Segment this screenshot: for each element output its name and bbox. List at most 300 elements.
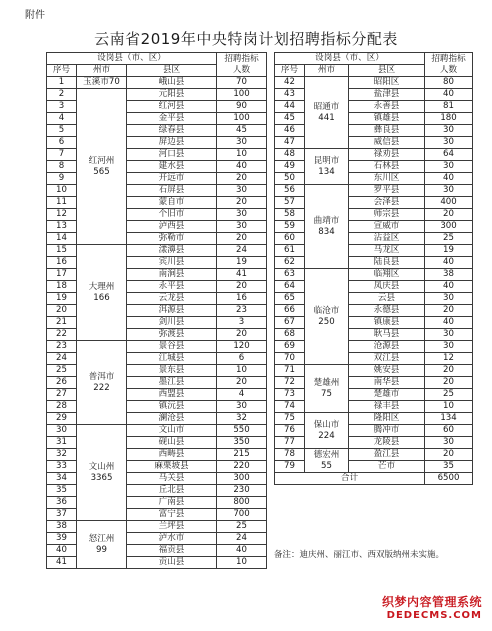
row-index: 7 [47, 149, 77, 161]
city-cell [77, 77, 127, 89]
county-name: 麻栗坡县 [127, 461, 217, 473]
row-index: 59 [275, 221, 305, 233]
city-cell [305, 269, 349, 365]
city-name: 昆明市 [313, 155, 340, 166]
county-name: 丘北县 [127, 485, 217, 497]
row-index: 32 [47, 449, 77, 461]
quota-value: 30 [217, 221, 267, 233]
quota-value: 134 [425, 413, 473, 425]
row-index: 37 [47, 509, 77, 521]
quota-value: 700 [217, 509, 267, 521]
quota-value: 30 [425, 137, 473, 149]
table-row [275, 365, 473, 377]
row-index: 62 [275, 257, 305, 269]
county-name: 罗平县 [349, 185, 425, 197]
header-quota-line2: 人数 [439, 64, 458, 75]
county-name: 贡山县 [127, 557, 217, 569]
county-name: 云县 [349, 293, 425, 305]
county-name: 永平县 [127, 281, 217, 293]
city-name: 大理州 [88, 281, 115, 292]
quota-value: 41 [217, 269, 267, 281]
county-name: 芒市 [349, 461, 425, 473]
table-row [275, 101, 473, 113]
quota-value: 20 [217, 377, 267, 389]
table-row [275, 401, 473, 413]
header-quota-line2: 人数 [232, 64, 251, 75]
quota-value: 800 [217, 497, 267, 509]
quota-value: 30 [425, 161, 473, 173]
quota-value: 38 [425, 269, 473, 281]
county-name: 墨江县 [127, 377, 217, 389]
quota-value: 10 [217, 557, 267, 569]
table-row [47, 77, 267, 89]
table-row [47, 521, 267, 533]
row-index: 22 [47, 329, 77, 341]
county-name: 镇康县 [349, 317, 425, 329]
quota-value: 20 [217, 197, 267, 209]
county-name: 龙陵县 [349, 437, 425, 449]
county-name: 河口县 [127, 149, 217, 161]
table-row [275, 329, 473, 341]
row-index: 23 [47, 341, 77, 353]
table-row [275, 257, 473, 269]
row-index: 15 [47, 245, 77, 257]
quota-value: 3 [217, 317, 267, 329]
county-name: 红河县 [127, 101, 217, 113]
table-row [275, 461, 473, 473]
city-name: 保山市 [313, 419, 340, 430]
quota-value: 10 [217, 149, 267, 161]
quota-value: 24 [217, 245, 267, 257]
county-name: 兰坪县 [127, 521, 217, 533]
city-quota: 834 [318, 226, 335, 237]
quota-value: 20 [217, 281, 267, 293]
quota-value: 20 [217, 173, 267, 185]
county-name: 砚山县 [127, 437, 217, 449]
row-index: 71 [275, 365, 305, 377]
row-index: 45 [275, 113, 305, 125]
quota-value: 19 [217, 257, 267, 269]
county-name: 腾冲市 [349, 425, 425, 437]
watermark-line2: DEDECMS.COM [386, 610, 482, 621]
table-row [47, 245, 267, 257]
county-name: 弥勒市 [127, 233, 217, 245]
row-index: 1 [47, 77, 77, 89]
city-quota: 222 [93, 382, 110, 393]
row-index: 38 [47, 521, 77, 533]
row-index: 14 [47, 233, 77, 245]
city-cell [305, 413, 349, 449]
watermark-line1: 织梦内容管理系统 [381, 595, 482, 609]
quota-value: 120 [217, 341, 267, 353]
row-index: 65 [275, 293, 305, 305]
quota-value: 30 [425, 341, 473, 353]
county-name: 耿马县 [349, 329, 425, 341]
row-index: 9 [47, 173, 77, 185]
county-name: 建水县 [127, 161, 217, 173]
table-row [275, 449, 473, 461]
county-name: 姚安县 [349, 365, 425, 377]
city-quota: 166 [93, 292, 110, 303]
county-name: 洱源县 [127, 305, 217, 317]
row-index: 13 [47, 221, 77, 233]
row-index: 30 [47, 425, 77, 437]
county-name: 江城县 [127, 353, 217, 365]
quota-value: 20 [425, 377, 473, 389]
row-index: 18 [47, 281, 77, 293]
row-index: 70 [275, 353, 305, 365]
header-city: 州市 [305, 65, 349, 77]
quota-value: 45 [217, 125, 267, 137]
county-name: 广南县 [127, 497, 217, 509]
row-index: 58 [275, 209, 305, 221]
row-index: 47 [275, 137, 305, 149]
county-name: 澜沧县 [127, 413, 217, 425]
table-row [275, 389, 473, 401]
row-index: 48 [275, 149, 305, 161]
county-name: 楚雄市 [349, 389, 425, 401]
row-index: 4 [47, 113, 77, 125]
header-quota-line1: 招聘指标 [224, 53, 259, 64]
city-quota: 99 [96, 544, 107, 555]
county-name: 沾益区 [349, 233, 425, 245]
row-index: 76 [275, 425, 305, 437]
quota-value: 30 [217, 185, 267, 197]
quota-value: 81 [425, 101, 473, 113]
city-cell [305, 449, 349, 473]
header-quota [217, 53, 267, 77]
table-row [275, 341, 473, 353]
row-index: 28 [47, 401, 77, 413]
city-name: 普洱市 [88, 371, 115, 382]
row-index: 25 [47, 365, 77, 377]
city-name: 红河州 [88, 155, 115, 166]
county-name: 永善县 [349, 101, 425, 113]
quota-value: 215 [217, 449, 267, 461]
row-index: 72 [275, 377, 305, 389]
row-index: 34 [47, 473, 77, 485]
county-name: 宣威市 [349, 221, 425, 233]
table-row [275, 89, 473, 101]
county-name: 禄劝县 [349, 149, 425, 161]
quota-value: 20 [425, 209, 473, 221]
quota-value: 300 [425, 221, 473, 233]
row-index: 6 [47, 137, 77, 149]
county-name: 盈江县 [349, 449, 425, 461]
total-value: 6500 [425, 473, 473, 485]
attachment-label: 附件 [25, 10, 45, 21]
quota-value: 30 [217, 137, 267, 149]
row-index: 12 [47, 209, 77, 221]
city-cell [77, 89, 127, 245]
city-name: 怒江州 [88, 533, 115, 544]
county-name: 景谷县 [127, 341, 217, 353]
city-quota: 3365 [90, 472, 113, 483]
quota-value: 400 [425, 197, 473, 209]
row-index: 78 [275, 449, 305, 461]
quota-value: 32 [217, 413, 267, 425]
city-quota: 224 [318, 430, 335, 441]
city-cell [77, 341, 127, 425]
header-group: 设岗县（市、区） [47, 53, 217, 65]
quota-value: 25 [425, 389, 473, 401]
quota-value: 300 [217, 473, 267, 485]
row-index: 73 [275, 389, 305, 401]
quota-value: 350 [217, 437, 267, 449]
county-name: 剑川县 [127, 317, 217, 329]
quota-value: 64 [425, 149, 473, 161]
quota-value: 550 [217, 425, 267, 437]
quota-value: 60 [425, 425, 473, 437]
row-index: 21 [47, 317, 77, 329]
row-index: 24 [47, 353, 77, 365]
header-quota [425, 53, 473, 77]
county-name: 个旧市 [127, 209, 217, 221]
footnote: 备注：迪庆州、丽江市、西双版纳州未实施。 [274, 550, 445, 560]
header-county: 县区 [349, 65, 425, 77]
header-index: 序号 [275, 65, 305, 77]
city-quota: 55 [321, 460, 332, 471]
row-index: 35 [47, 485, 77, 497]
county-name: 云龙县 [127, 293, 217, 305]
county-name: 元阳县 [127, 89, 217, 101]
county-name: 福贡县 [127, 545, 217, 557]
county-name: 金平县 [127, 113, 217, 125]
row-index: 57 [275, 197, 305, 209]
row-index: 75 [275, 413, 305, 425]
table-row [275, 113, 473, 125]
table-row [275, 209, 473, 221]
table-row [275, 221, 473, 233]
quota-value: 30 [425, 125, 473, 137]
row-index: 17 [47, 269, 77, 281]
table-row [275, 149, 473, 161]
row-index: 46 [275, 125, 305, 137]
row-index: 77 [275, 437, 305, 449]
row-index: 69 [275, 341, 305, 353]
row-index: 42 [275, 77, 305, 89]
county-name: 镇雄县 [349, 113, 425, 125]
row-index: 10 [47, 185, 77, 197]
quota-value: 100 [217, 113, 267, 125]
county-name: 南涧县 [127, 269, 217, 281]
quota-value: 24 [217, 533, 267, 545]
total-row [275, 473, 473, 485]
row-index: 61 [275, 245, 305, 257]
table-row [275, 185, 473, 197]
city-cell [305, 149, 349, 185]
row-index: 40 [47, 545, 77, 557]
table-row [275, 161, 473, 173]
row-index: 5 [47, 125, 77, 137]
county-name: 昭阳区 [349, 77, 425, 89]
header-quota-line1: 招聘指标 [431, 53, 466, 64]
quota-value: 30 [425, 437, 473, 449]
quota-value: 70 [217, 77, 267, 89]
row-index: 31 [47, 437, 77, 449]
county-name: 镇沅县 [127, 401, 217, 413]
city-name: 玉溪市70 [83, 77, 120, 87]
county-name: 绿春县 [127, 125, 217, 137]
quota-value: 90 [217, 101, 267, 113]
quota-value: 20 [425, 305, 473, 317]
row-index: 50 [275, 173, 305, 185]
county-name: 凤庆县 [349, 281, 425, 293]
header-group: 设岗县（市、区） [275, 53, 425, 65]
county-name: 屏边县 [127, 137, 217, 149]
row-index: 63 [275, 269, 305, 281]
table-row [275, 269, 473, 281]
county-name: 禄丰县 [349, 401, 425, 413]
quota-table-right [274, 52, 473, 485]
row-index: 56 [275, 185, 305, 197]
row-index: 33 [47, 461, 77, 473]
row-index: 41 [47, 557, 77, 569]
quota-value: 30 [425, 293, 473, 305]
table-row [47, 341, 267, 353]
row-index: 27 [47, 389, 77, 401]
city-quota: 75 [321, 388, 332, 399]
county-name: 彝良县 [349, 125, 425, 137]
city-cell [77, 425, 127, 521]
watermark [382, 593, 482, 621]
table-row [275, 245, 473, 257]
row-index: 67 [275, 317, 305, 329]
quota-value: 80 [425, 77, 473, 89]
row-index: 49 [275, 161, 305, 173]
quota-value: 40 [425, 317, 473, 329]
county-name: 石林县 [349, 161, 425, 173]
county-name: 马关县 [127, 473, 217, 485]
city-quota: 134 [318, 166, 335, 177]
table-row [275, 173, 473, 185]
county-name: 临翔区 [349, 269, 425, 281]
city-cell [77, 245, 127, 341]
row-index: 36 [47, 497, 77, 509]
table-row [275, 377, 473, 389]
county-name: 景东县 [127, 365, 217, 377]
quota-value: 12 [425, 353, 473, 365]
county-name: 宾川县 [127, 257, 217, 269]
quota-value: 30 [425, 185, 473, 197]
table-row [275, 293, 473, 305]
quota-value: 4 [217, 389, 267, 401]
quota-value: 40 [217, 161, 267, 173]
county-name: 开远市 [127, 173, 217, 185]
county-name: 马龙区 [349, 245, 425, 257]
quota-value: 100 [217, 89, 267, 101]
city-name: 德宏州 [313, 449, 340, 460]
total-label: 合计 [275, 473, 425, 485]
table-row [47, 425, 267, 437]
quota-value: 20 [425, 449, 473, 461]
row-index: 26 [47, 377, 77, 389]
county-name: 泸水市 [127, 533, 217, 545]
county-name: 陆良县 [349, 257, 425, 269]
county-name: 文山市 [127, 425, 217, 437]
quota-value: 30 [425, 329, 473, 341]
city-quota: 565 [93, 166, 110, 177]
city-cell [305, 365, 349, 413]
table-row [275, 197, 473, 209]
quota-table-left [46, 52, 267, 569]
table-row [275, 137, 473, 149]
row-index: 19 [47, 293, 77, 305]
table-row [275, 437, 473, 449]
table-row [275, 305, 473, 317]
quota-value: 25 [217, 521, 267, 533]
row-index: 43 [275, 89, 305, 101]
county-name: 沧源县 [349, 341, 425, 353]
county-name: 峨山县 [127, 77, 217, 89]
quota-value: 10 [425, 401, 473, 413]
row-index: 39 [47, 533, 77, 545]
quota-value: 23 [217, 305, 267, 317]
city-quota: 250 [318, 316, 335, 327]
row-index: 68 [275, 329, 305, 341]
table-row [275, 281, 473, 293]
quota-value: 40 [425, 257, 473, 269]
county-name: 蒙自市 [127, 197, 217, 209]
table-row [275, 353, 473, 365]
header-city: 州市 [77, 65, 127, 77]
row-index: 2 [47, 89, 77, 101]
document-title: 云南省2019年中央特岗计划招聘指标分配表 [94, 30, 398, 48]
county-name: 双江县 [349, 353, 425, 365]
city-name: 文山州 [88, 461, 115, 472]
quota-value: 40 [217, 545, 267, 557]
city-quota: 441 [318, 112, 335, 123]
county-name: 会泽县 [349, 197, 425, 209]
row-index: 8 [47, 161, 77, 173]
header-index: 序号 [47, 65, 77, 77]
county-name: 永德县 [349, 305, 425, 317]
header-county: 县区 [127, 65, 217, 77]
county-name: 西畴县 [127, 449, 217, 461]
city-cell [77, 521, 127, 569]
table-row [275, 413, 473, 425]
quota-value: 20 [217, 233, 267, 245]
row-index: 79 [275, 461, 305, 473]
row-index: 66 [275, 305, 305, 317]
city-cell [305, 77, 349, 149]
quota-value: 20 [425, 365, 473, 377]
city-name: 昭通市 [313, 101, 340, 112]
city-cell [305, 185, 349, 269]
row-index: 74 [275, 401, 305, 413]
county-name: 石屏县 [127, 185, 217, 197]
table-row [275, 125, 473, 137]
row-index: 44 [275, 101, 305, 113]
quota-value: 30 [217, 209, 267, 221]
city-name: 楚雄州 [313, 377, 340, 388]
quota-value: 16 [217, 293, 267, 305]
county-name: 西盟县 [127, 389, 217, 401]
city-name: 曲靖市 [313, 215, 340, 226]
row-index: 29 [47, 413, 77, 425]
quota-value: 20 [217, 329, 267, 341]
county-name: 隆阳区 [349, 413, 425, 425]
row-index: 20 [47, 305, 77, 317]
table-row [275, 77, 473, 89]
county-name: 威信县 [349, 137, 425, 149]
quota-value: 180 [425, 113, 473, 125]
table-row [275, 317, 473, 329]
quota-value: 40 [425, 173, 473, 185]
table-row [275, 233, 473, 245]
row-index: 64 [275, 281, 305, 293]
quota-value: 220 [217, 461, 267, 473]
